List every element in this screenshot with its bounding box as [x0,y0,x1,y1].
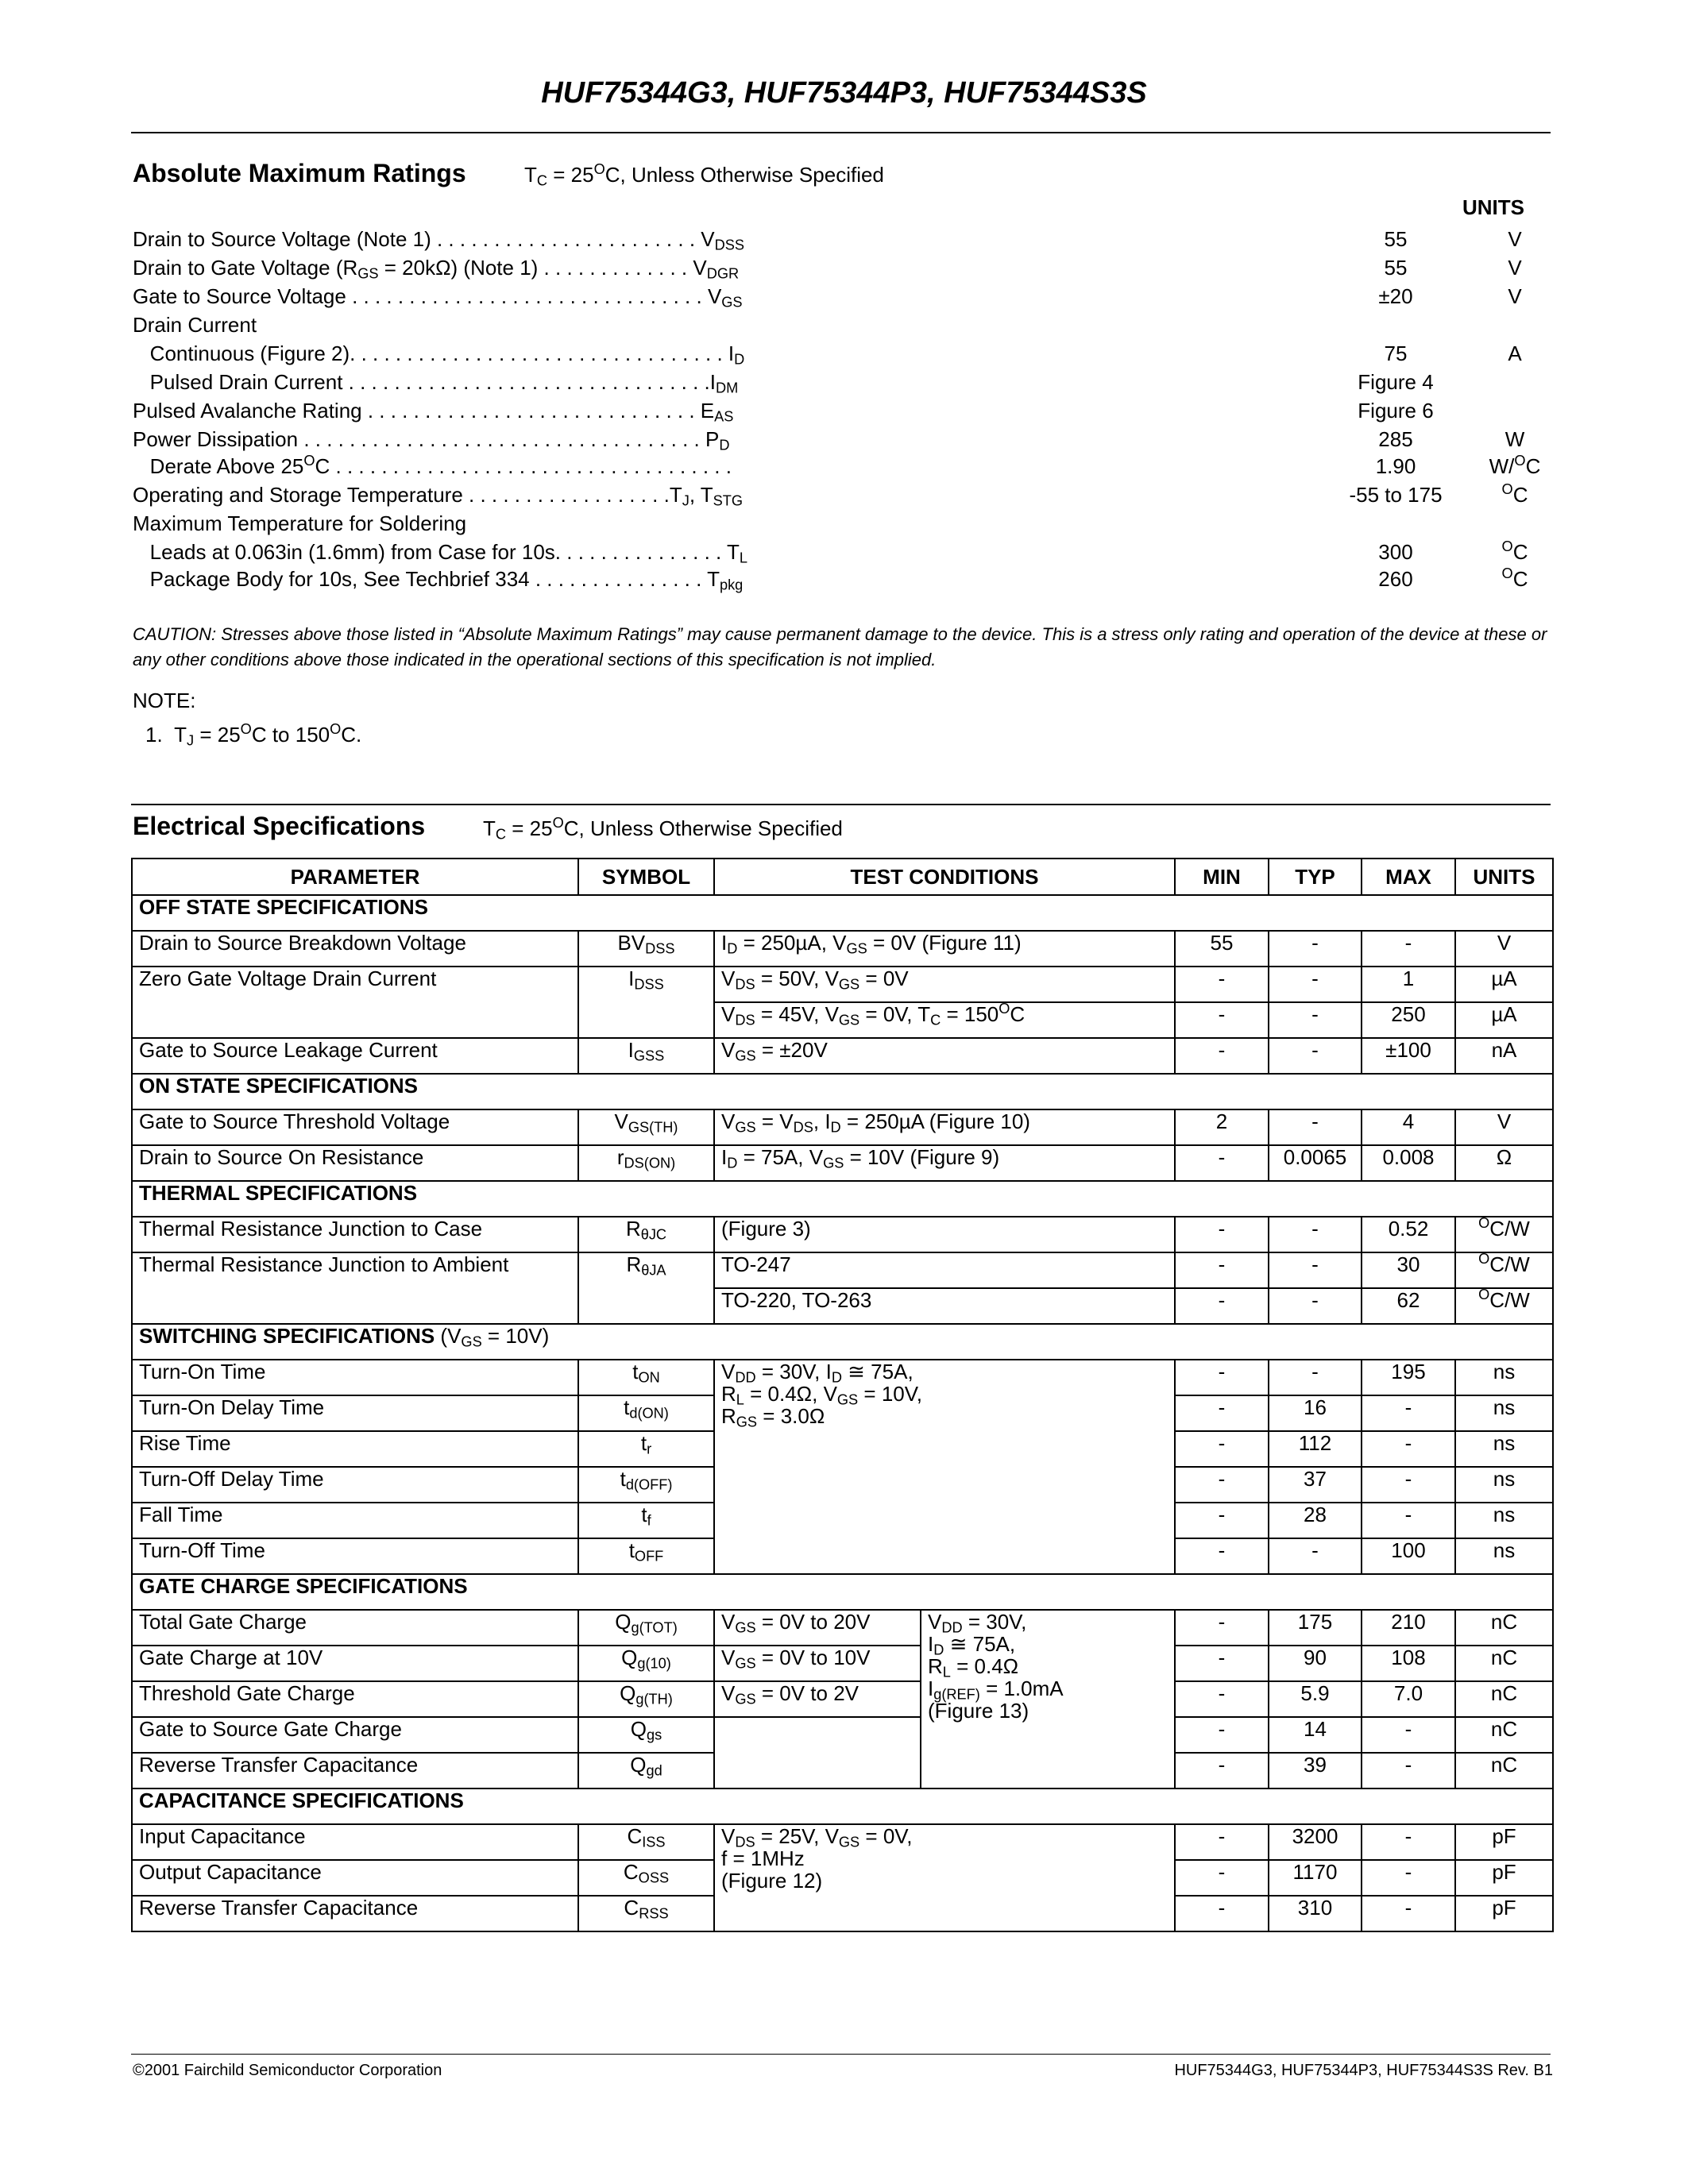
table-row [132,1360,1553,1395]
amr-row-label: Maximum Temperature for Soldering [133,511,467,535]
table-cell: ns [1455,1467,1553,1503]
table-header-cell: TYP [1269,859,1362,895]
table-cell: 210 [1362,1610,1455,1646]
table-cell: $I_{DSS}$ [578,967,714,1038]
table-row [132,1252,1553,1288]
table-cell: 7.0 [1362,1681,1455,1717]
table-cell: - [1362,1395,1455,1431]
amr-row-unit: $^O$C [1501,538,1528,564]
table-cell [714,1717,921,1788]
table-cell: $V_{GS} = 0V$ to 10V [714,1646,921,1681]
amr-row-unit: $^O$C [1501,565,1528,591]
table-cell: TO-247 [714,1252,1175,1288]
note-1: 1. $T_J = 25^OC$ to $150^OC$. [145,721,362,749]
table-cell: $Q_{g(10)}$ [578,1646,714,1681]
table-cell: - [1175,1717,1269,1753]
table-cell: Threshold Gate Charge [132,1681,578,1717]
table-cell: - [1362,1467,1455,1503]
table-cell: pF [1455,1896,1553,1931]
table-cell: TO-220, TO-263 [714,1288,1175,1324]
amr-row-unit: V [1508,284,1522,308]
table-cell: 55 [1175,931,1269,967]
table-cell: 14 [1269,1717,1362,1753]
table-cell: - [1175,1395,1269,1431]
table-cell: $V_{GS} = 0V$ to 2V [714,1681,921,1717]
table-cell: - [1175,1681,1269,1717]
amr-row-unit: W/$^O$C [1489,453,1541,478]
table-cell: $R_{\theta JA}$ [578,1252,714,1324]
table-row [132,1109,1553,1145]
table-cell: - [1175,967,1269,1002]
table-cell: 16 [1269,1395,1362,1431]
table-cell: 112 [1269,1431,1362,1467]
table-cell: 175 [1269,1610,1362,1646]
table-cell: 30 [1362,1252,1455,1288]
table-cell: $Q_{g(TOT)}$ [578,1610,714,1646]
table-cell: µA [1455,1002,1553,1038]
table-cell: - [1175,1860,1269,1896]
table-cell: $^O$C/W [1455,1288,1553,1324]
table-cell: 100 [1362,1538,1455,1574]
table-row [132,931,1553,967]
footer-copyright: ©2001 Fairchild Semiconductor Corporation [133,2062,442,2079]
amr-row-unit: A [1508,341,1522,365]
table-cell: - [1269,1038,1362,1074]
table-cell: Input Capacitance [132,1824,578,1860]
section-row [132,1181,1553,1217]
section-row [132,1788,1553,1824]
table-cell: 1 [1362,967,1455,1002]
table-cell: 0.0065 [1269,1145,1362,1181]
table-cell: - [1362,1860,1455,1896]
amr-row-value: 75 [1384,341,1408,365]
table-row [132,1824,1553,1860]
table-cell: - [1269,1252,1362,1288]
table-cell: pF [1455,1824,1553,1860]
amr-row-value: Figure 4 [1358,370,1434,394]
amr-row-value: 1.90 [1375,454,1416,478]
table-cell: Reverse Transfer Capacitance [132,1896,578,1931]
table-cell: $t_r$ [578,1431,714,1467]
amr-row-unit: V [1508,256,1522,280]
amr-section-title: Absolute Maximum Ratings [133,159,466,187]
table-cell: 195 [1362,1360,1455,1395]
table-cell: 39 [1269,1753,1362,1788]
table-cell: 3200 [1269,1824,1362,1860]
table-cell: - [1362,1717,1455,1753]
table-cell: $I_D = 250\mu A$, $V_{GS} = 0V$ (Figure 11) [714,931,1175,967]
amr-row-label: Drain to Source Voltage (Note 1) . . . . . . . . . . . . . . . . . . . . . . . $V_{DSS}$ [133,227,745,253]
table-cell: 1170 [1269,1860,1362,1896]
table-cell: $t_{d(OFF)}$ [578,1467,714,1503]
table-cell: Fall Time [132,1503,578,1538]
table-cell: 2 [1175,1109,1269,1145]
table-cell: - [1175,1538,1269,1574]
amr-conditions: $T_C = 25^OC$, Unless Otherwise Specified [524,161,884,189]
table-cell: - [1269,1002,1362,1038]
table-cell: - [1362,1824,1455,1860]
table-cell: Turn-On Time [132,1360,578,1395]
table-cell: $Q_{gd}$ [578,1753,714,1788]
section-row [132,1574,1553,1610]
table-cell: Gate to Source Leakage Current [132,1038,578,1074]
table-row [132,1610,1553,1646]
table-cell: - [1175,1824,1269,1860]
table-header-cell: PARAMETER [132,859,578,895]
amr-row-value: 300 [1378,540,1413,564]
table-cell: $R_{\theta JC}$ [578,1217,714,1252]
table-cell: - [1175,1503,1269,1538]
table-cell: nC [1455,1717,1553,1753]
table-cell: nC [1455,1681,1553,1717]
footer-part-rev: HUF75344G3, HUF75344P3, HUF75344S3S Rev. B1 [1174,2062,1553,2079]
table-cell: - [1269,1538,1362,1574]
table-cell: µA [1455,967,1553,1002]
table-cell: $V_{DS} = 50V$, $V_{GS} = 0V$ [714,967,1175,1002]
amr-row-unit: V [1508,227,1522,251]
table-cell: Turn-Off Delay Time [132,1467,578,1503]
table-row [132,1717,1553,1753]
amr-row-value: ±20 [1378,284,1413,308]
table-cell: Gate to Source Threshold Voltage [132,1109,578,1145]
table-cell: Ω [1455,1145,1553,1181]
table-cell: $Q_{g(TH)}$ [578,1681,714,1717]
table-cell: Output Capacitance [132,1860,578,1896]
table-cell: CAPACITANCE SPECIFICATIONS [132,1788,1553,1824]
table-cell: - [1362,1431,1455,1467]
amr-row-value: 55 [1384,227,1408,251]
table-header-cell: SYMBOL [578,859,714,895]
table-cell: Rise Time [132,1431,578,1467]
table-cell: $r_{DS(ON)}$ [578,1145,714,1181]
table-cell: $V_{DD} = 30V$, $I_D$ ≅ 75A, $R_L = 0.4\Omega$ $I_{g(REF)} = 1.0mA$ (Figure 13) [921,1610,1175,1788]
table-row [132,1646,1553,1681]
table-cell: 4 [1362,1109,1455,1145]
table-cell: - [1175,1252,1269,1288]
table-cell: $V_{GS} = V_{DS}$, $I_D = 250\mu A$ (Figure 10) [714,1109,1175,1145]
table-cell: - [1362,1896,1455,1931]
table-cell: - [1362,1753,1455,1788]
table-cell: - [1175,1360,1269,1395]
table-cell: 108 [1362,1646,1455,1681]
table-row [132,1217,1553,1252]
table-row [132,1681,1553,1717]
amr-row-unit: W [1505,427,1525,451]
amr-row-label: Pulsed Avalanche Rating . . . . . . . . . . . . . . . . . . . . . . . . . . . . . $E_{AS}$ [133,399,734,425]
table-cell: - [1175,1753,1269,1788]
amr-row-value: -55 to 175 [1349,483,1443,507]
table-cell: 0.008 [1362,1145,1455,1181]
table-cell: OFF STATE SPECIFICATIONS [132,895,1553,931]
table-cell: Reverse Transfer Capacitance [132,1753,578,1788]
note-header: NOTE: [133,689,196,712]
table-cell: - [1269,967,1362,1002]
table-cell: $V_{DD} = 30V$, $I_D$ ≅ 75A, $R_L = 0.4\Omega$, $V_{GS} = 10V$, $R_{GS} = 3.0\Omega$ [714,1360,1175,1574]
es-rule [131,804,1551,805]
table-cell: - [1175,1288,1269,1324]
table-cell: nC [1455,1610,1553,1646]
table-header-cell: MAX [1362,859,1455,895]
table-cell: $^O$C/W [1455,1217,1553,1252]
table-cell: $V_{DS} = 45V$, $V_{GS} = 0V$, $T_C = 150^OC$ [714,1002,1175,1038]
table-cell: Gate to Source Gate Charge [132,1717,578,1753]
amr-row-value: 260 [1378,567,1413,591]
table-cell: ON STATE SPECIFICATIONS [132,1074,1553,1109]
table-header-cell: MIN [1175,859,1269,895]
table-cell: $t_{OFF}$ [578,1538,714,1574]
section-row [132,1074,1553,1109]
table-cell: Thermal Resistance Junction to Ambient [132,1252,578,1324]
table-cell: Gate Charge at 10V [132,1646,578,1681]
table-cell: - [1175,1431,1269,1467]
table-cell: - [1175,1467,1269,1503]
table-cell: ns [1455,1503,1553,1538]
table-cell: $V_{GS(TH)}$ [578,1109,714,1145]
table-cell: $C_{ISS}$ [578,1824,714,1860]
table-cell: 37 [1269,1467,1362,1503]
table-cell: nA [1455,1038,1553,1074]
table-cell: Zero Gate Voltage Drain Current [132,967,578,1038]
table-cell: nC [1455,1753,1553,1788]
table-cell: $V_{DS} = 25V$, $V_{GS} = 0V$, f = 1MHz (Figure 12) [714,1824,1175,1931]
table-cell: GATE CHARGE SPECIFICATIONS [132,1574,1553,1610]
table-row [132,1038,1553,1074]
table-cell: 28 [1269,1503,1362,1538]
table-cell: - [1175,1896,1269,1931]
amr-row-value: 55 [1384,256,1408,280]
amr-row-value: Figure 6 [1358,399,1434,423]
table-header-cell: UNITS [1455,859,1553,895]
amr-row-label: Pulsed Drain Current . . . . . . . . . . . . . . . . . . . . . . . . . . . . . . . $.I_{DM}$ [133,370,739,396]
table-cell: pF [1455,1860,1553,1896]
table-cell: 5.9 [1269,1681,1362,1717]
table-cell: Turn-Off Time [132,1538,578,1574]
table-cell: $I_D = 75A$, $V_{GS} = 10V$ (Figure 9) [714,1145,1175,1181]
table-cell: 310 [1269,1896,1362,1931]
table-cell: ±100 [1362,1038,1455,1074]
table-cell: $t_{ON}$ [578,1360,714,1395]
table-cell: SWITCHING SPECIFICATIONS $(V_{GS} = 10V)$ [132,1324,1553,1360]
table-cell: - [1362,1503,1455,1538]
caution-text: CAUTION: Stresses above those listed in “Absolute Maximum Ratings” may cause permanent damage to the device. This is a stress only rating and operation of the device at these or any other conditions above those indicated in the operational sections of this specification is not implied. [133,624,1547,669]
table-cell: - [1269,1217,1362,1252]
table-cell: 90 [1269,1646,1362,1681]
table-cell: nC [1455,1646,1553,1681]
amr-units-header: UNITS [1462,195,1524,219]
table-header-cell: TEST CONDITIONS [714,859,1175,895]
section-row [132,1324,1553,1360]
amr-row-label: Gate to Source Voltage . . . . . . . . . . . . . . . . . . . . . . . . . . . . . . . $V_{GS}$ [133,284,743,311]
table-cell: - [1175,1610,1269,1646]
table-cell: 0.52 [1362,1217,1455,1252]
es-conditions: $T_C = 25^OC$, Unless Otherwise Specified [483,815,843,843]
table-cell: - [1175,1646,1269,1681]
electrical-specifications-table [131,858,1554,1932]
table-cell: 62 [1362,1288,1455,1324]
amr-row-label: Package Body for 10s, See Techbrief 334 . . . . . . . . . . . . . . . $T_{pkg}$ [133,567,744,593]
amr-row-unit: $^O$C [1501,481,1528,507]
table-cell: Thermal Resistance Junction to Case [132,1217,578,1252]
table-cell: 250 [1362,1002,1455,1038]
table-cell: ns [1455,1538,1553,1574]
table-cell: ns [1455,1360,1553,1395]
table-cell: $C_{OSS}$ [578,1860,714,1896]
table-cell: (Figure 3) [714,1217,1175,1252]
amr-row-value: 285 [1378,427,1413,451]
table-cell: - [1175,1145,1269,1181]
table-cell: $C_{RSS}$ [578,1896,714,1931]
footer-rule [131,2054,1551,2055]
table-cell: $Q_{gs}$ [578,1717,714,1753]
table-cell: - [1175,1002,1269,1038]
table-cell: $V_{GS} = \pm 20V$ [714,1038,1175,1074]
section-row [132,895,1553,931]
table-cell: Total Gate Charge [132,1610,578,1646]
table-cell: - [1269,931,1362,967]
table-cell: $^O$C/W [1455,1252,1553,1288]
table-cell: Drain to Source On Resistance [132,1145,578,1181]
amr-row-label: Drain to Gate Voltage $(R_{GS} = 20k\Omega)$ (Note 1) . . . . . . . . . . . . . $V_{DGR}$ [133,256,740,282]
header-rule [131,132,1551,133]
table-cell: - [1269,1288,1362,1324]
table-cell: $BV_{DSS}$ [578,931,714,967]
amr-row-label: Drain Current [133,313,257,337]
table-row [132,1145,1553,1181]
table-cell: $t_f$ [578,1503,714,1538]
amr-row-label: Power Dissipation . . . . . . . . . . . . . . . . . . . . . . . . . . . . . . . . . . . $P_D$ [133,427,730,453]
amr-row-label: Operating and Storage Temperature . . . . . . . . . . . . . . . . . $.T_J$, $T_{STG}$ [133,483,744,509]
table-cell: Turn-On Delay Time [132,1395,578,1431]
table-cell: $t_{d(ON)}$ [578,1395,714,1431]
table-cell: THERMAL SPECIFICATIONS [132,1181,1553,1217]
table-cell: $I_{GSS}$ [578,1038,714,1074]
table-cell: V [1455,1109,1553,1145]
table-cell: - [1175,1038,1269,1074]
table-cell: ns [1455,1431,1553,1467]
amr-row-label: Continuous (Figure 2). . . . . . . . . . . . . . . . . . . . . . . . . . . . . . . . . $I_D$ [133,341,745,368]
table-cell: ns [1455,1395,1553,1431]
table-cell: - [1362,931,1455,967]
table-row [132,967,1553,1002]
document-title: HUF75344G3, HUF75344P3, HUF75344S3S [541,76,1147,110]
table-cell: - [1269,1360,1362,1395]
table-cell: $V_{GS} = 0V$ to 20V [714,1610,921,1646]
amr-row-label: Leads at 0.063in (1.6mm) from Case for 10s. . . . . . . . . . . . . . . $T_L$ [133,540,748,566]
amr-row-label: Derate Above $25^OC$ . . . . . . . . . . . . . . . . . . . . . . . . . . . . . . . . . . . [133,453,732,478]
table-cell: Drain to Source Breakdown Voltage [132,931,578,967]
table-cell: V [1455,931,1553,967]
table-cell: - [1175,1217,1269,1252]
table-cell: - [1269,1109,1362,1145]
es-section-title: Electrical Specifications [133,812,426,840]
